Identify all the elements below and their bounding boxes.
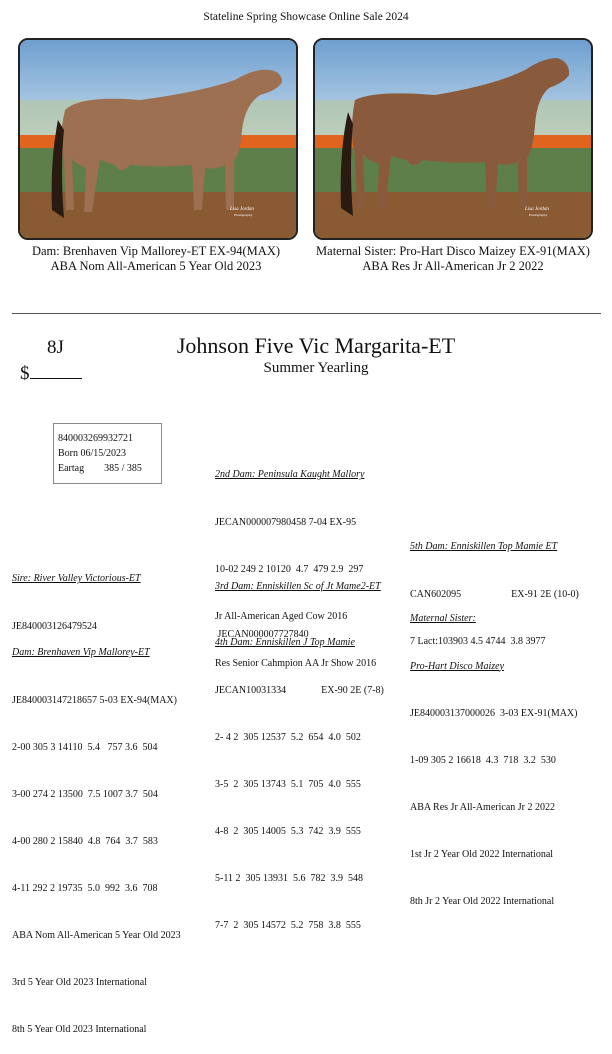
- pedigree-line: JE840003137000026 3-03 EX-91(MAX): [410, 707, 578, 719]
- second-dam-heading: 2nd Dam: Peninsula Kaught Mallory: [215, 469, 365, 481]
- watermark-sub: Photography: [234, 213, 253, 217]
- pedigree-line: JE840003147218657 5-03 EX-94(MAX): [12, 694, 177, 706]
- pedigree-line: CAN602095 EX-91 2E (10-0): [410, 588, 579, 600]
- eartag: Eartag 385 / 385: [58, 463, 142, 474]
- pedigree-line: JECAN000007980458 7-04 EX-95: [215, 516, 357, 528]
- maternal-sister-heading: Maternal Sister:: [410, 613, 476, 625]
- watermark-sub: Photography: [529, 213, 548, 217]
- pedigree-line: JE840003126479524: [12, 620, 97, 632]
- pedigree-line: 4-11 292 2 19735 5.0 992 3.6 708: [12, 882, 158, 894]
- pedigree-line: 7 Lact:103903 4.5 4744 3.8 3977: [410, 635, 546, 647]
- fifth-dam-heading: 5th Dam: Enniskillen Top Mamie ET: [410, 541, 558, 553]
- pedigree-line: 1-09 305 2 16618 4.3 718 3.2 530: [410, 754, 556, 766]
- sire-heading: Sire: River Valley Victorious-ET: [12, 573, 141, 585]
- divider: [12, 313, 601, 314]
- maternal-sister-block: [410, 580, 578, 925]
- dam-photo-image: [20, 40, 296, 238]
- id-box: [53, 423, 162, 484]
- watermark-text: Lisa Jordan: [525, 207, 549, 212]
- pedigree-line: 3-00 274 2 13500 7.5 1007 3.7 504: [12, 788, 158, 800]
- caption-line: ABA Res Jr All-American Jr 2 2022: [362, 259, 544, 273]
- pedigree-line: JECAN000007727840: [215, 628, 309, 640]
- sale-title: Stateline Spring Showcase Online Sale 2024: [203, 11, 409, 23]
- sister-photo-image: [315, 40, 591, 238]
- pedigree-line: 2- 4 2 305 12537 5.2 654 4.0 502: [215, 731, 361, 743]
- sister-photo: [313, 38, 593, 240]
- pedigree-line: Res Senior Cahmpion AA Jr Show 2016: [215, 657, 377, 669]
- pedigree-line: 3rd 5 Year Old 2023 International: [12, 977, 147, 989]
- third-dam-heading: 3rd Dam: Enniskillen Sc of Jt Mame2-ET: [215, 581, 381, 593]
- pedigree-line: JECAN10031334 EX-90 2E (7-8): [215, 684, 384, 696]
- price-prefix: $: [20, 363, 30, 384]
- animal-name: Johnson Five Vic Margarita-ET: [176, 333, 456, 358]
- pedigree-line: 4-00 280 2 15840 4.8 764 3.7 583: [12, 835, 158, 847]
- pedigree-line: 3-5 2 305 13743 5.1 705 4.0 555: [215, 778, 361, 790]
- lot-number: 8J: [47, 337, 64, 358]
- pedigree-line: 10-02 249 2 10120 4.7 479 2.9 297: [215, 563, 364, 575]
- fourth-dam-heading: 4th Dam: Enniskillen J Top Mamie: [215, 637, 355, 649]
- fourth-dam-block: [215, 604, 384, 949]
- maternal-sister-name: Pro-Hart Disco Maizey: [410, 660, 505, 672]
- dam-photo-caption: [0, 244, 312, 274]
- pedigree-line: Jr All-American Aged Cow 2016: [215, 610, 348, 622]
- pedigree-line: 2-00 305 3 14110 5.4 757 3.6 504: [12, 741, 158, 753]
- caption-line: ABA Nom All-American 5 Year Old 2023: [50, 259, 262, 273]
- pedigree-line: 7-7 2 305 14572 5.2 758 3.8 555: [215, 920, 361, 932]
- pedigree-line: 4-8 2 305 14005 5.3 742 3.9 555: [215, 825, 361, 837]
- pedigree-line: 1st Jr 2 Year Old 2022 International: [410, 848, 554, 860]
- pedigree-line: 5-11 2 305 13931 5.6 782 3.9 548: [215, 872, 363, 884]
- watermark-text: Lisa Jordan: [230, 207, 254, 212]
- pedigree-line: 8th Jr 2 Year Old 2022 International: [410, 896, 555, 908]
- pedigree-line: 8th 5 Year Old 2023 International: [12, 1024, 147, 1036]
- birth-date: Born 06/15/2023: [58, 448, 127, 459]
- pedigree-line: ABA Nom All-American 5 Year Old 2023: [12, 930, 181, 942]
- animal-class: Summer Yearling: [263, 360, 369, 376]
- dam-photo: [18, 38, 298, 240]
- registration-number: 840003269932721: [58, 433, 133, 444]
- pedigree-line: ABA Res Jr All-American Jr 2 2022: [410, 801, 555, 813]
- dam-block: [12, 614, 181, 1054]
- caption-line: Maternal Sister: Pro-Hart Disco Maizey EX-91(MAX): [316, 244, 590, 258]
- dam-heading: Dam: Brenhaven Vip Mallorey-ET: [12, 647, 150, 659]
- caption-line: Dam: Brenhaven Vip Mallorey-ET EX-94(MAX): [31, 244, 281, 258]
- sister-photo-caption: [298, 244, 608, 274]
